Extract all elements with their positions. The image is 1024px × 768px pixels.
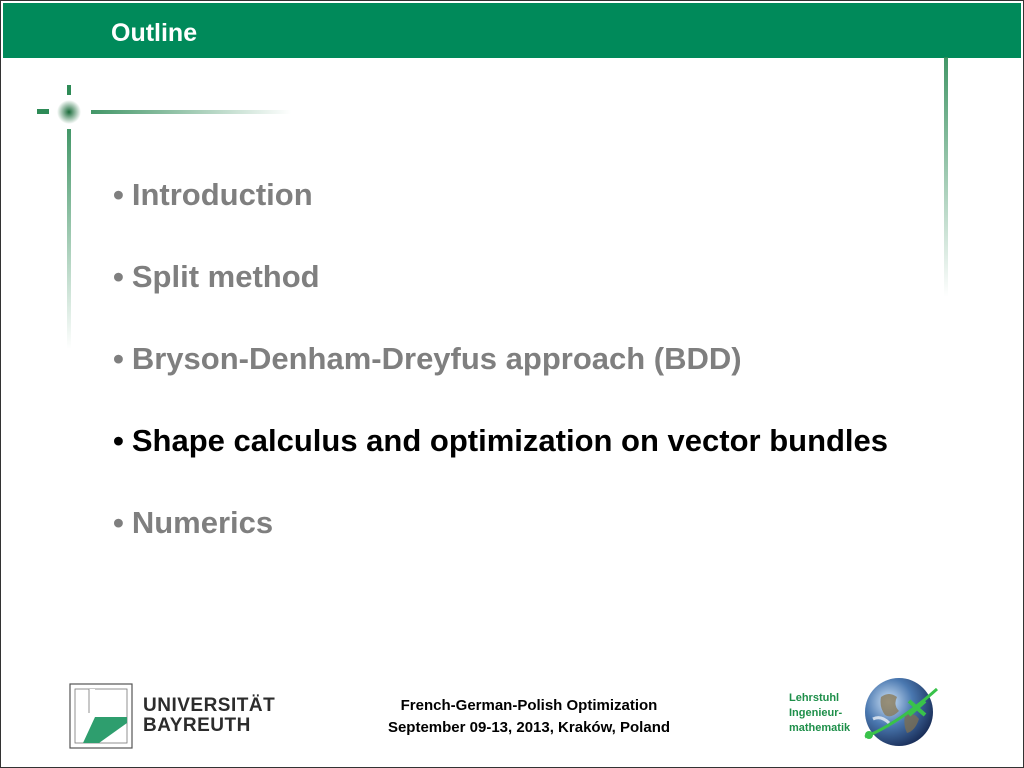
outline-item-shape-calculus: • Shape calculus and optimization on vector bundles — [113, 423, 889, 458]
chair-name: Lehrstuhl Ingenieur- mathematik — [789, 692, 851, 734]
conference-info: French-German-Polish Optimization September 09-13, 2013, Kraków, Poland — [387, 697, 671, 736]
university-name: UNIVERSITÄT BAYREUTH — [143, 695, 276, 736]
university-bayreuth-logo — [69, 683, 133, 749]
bullet-icon: • — [113, 505, 124, 540]
bullet-icon: • — [113, 341, 124, 376]
deco-vertical-line — [67, 129, 71, 349]
globe-icon — [859, 675, 941, 749]
bullet-icon: • — [113, 177, 124, 212]
outline-item-bdd: • Bryson-Denham-Dreyfus approach (BDD) — [113, 341, 742, 376]
outline-item-split-method: • Split method — [113, 259, 320, 294]
slide-title: Outline — [111, 19, 198, 47]
outline-item-introduction: • Introduction — [113, 177, 313, 212]
bullet-icon: • — [113, 259, 124, 294]
deco-short-dash — [37, 109, 49, 114]
bullet-icon: • — [113, 423, 124, 458]
deco-horizontal-line — [91, 110, 291, 114]
deco-top-dash — [67, 85, 71, 95]
outline-item-numerics: • Numerics — [113, 505, 274, 540]
deco-glow-dot — [57, 100, 81, 124]
outline-list — [113, 173, 1013, 583]
